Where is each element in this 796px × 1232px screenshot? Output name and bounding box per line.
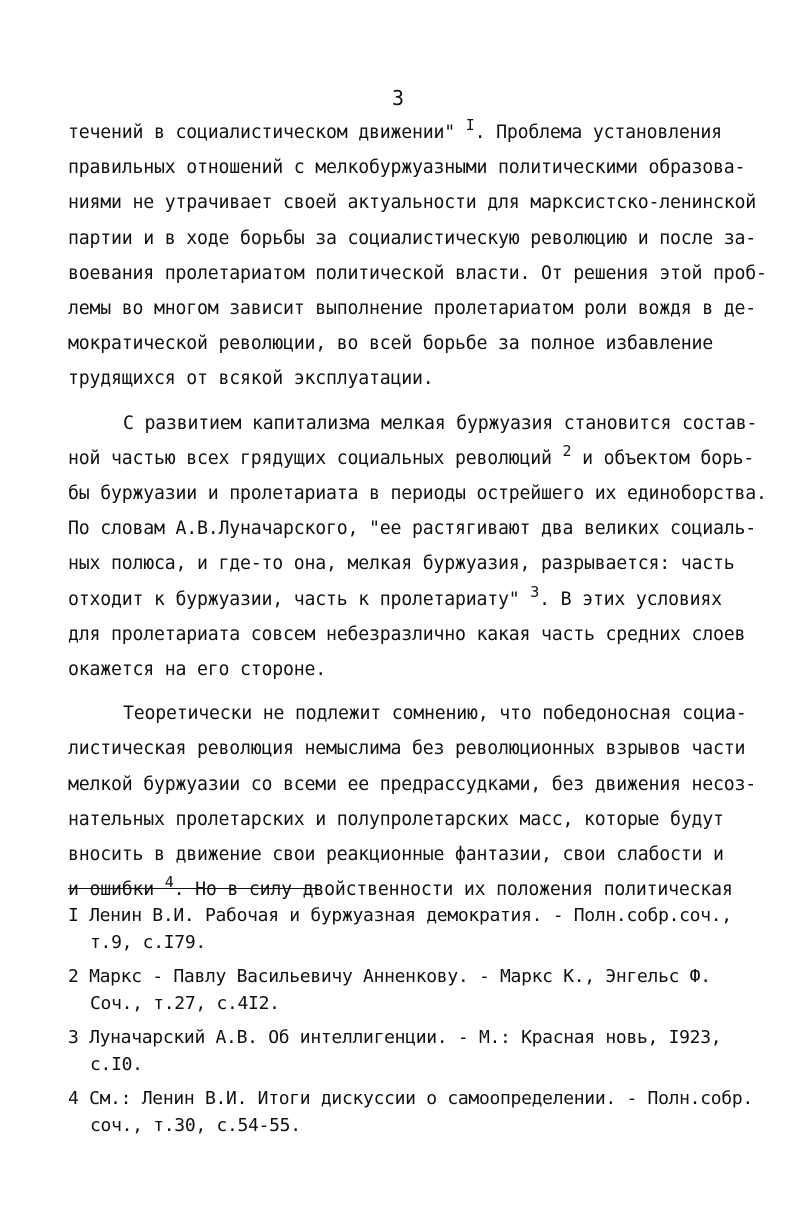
footnote-ref: 3 <box>530 582 540 601</box>
text-line: мелкой буржуазии со всеми ее предрассудками, без движения несоз- <box>68 773 756 795</box>
text-line: воевания пролетариатом политической власти. От решения этой проб- <box>68 262 767 284</box>
text-line: правильных отношений с мелкобуржуазными политическими образова- <box>68 157 746 179</box>
text-line: нательных пролетарских и полупролетарских масс, которые будут <box>68 808 724 830</box>
text-line: ной частью всех грядущих социальных революций $^2$ и объектом борь- <box>68 441 755 469</box>
footnote-ref: I <box>465 116 475 134</box>
text-line: листическая революция немыслима без революционных взрывов части <box>68 738 746 760</box>
text-line: для пролетариата совсем небезразлично какая часть средних слоев <box>68 623 746 645</box>
footnote-ref: 2 <box>562 441 572 460</box>
text-line: и ошибки $^4$. Но в силу двойственности их положения политическая <box>68 873 733 901</box>
text-line: С развитием капитализма мелкая буржуазия становится состав- <box>123 412 758 434</box>
body-text <box>68 115 768 907</box>
text-line: По словам А.В.Луначарского, "ее растягивают два великих социаль- <box>68 518 756 540</box>
paragraph <box>68 406 768 688</box>
text-line: ных полюса, и где-то она, мелкая буржуазия, разрывается: часть <box>68 553 735 575</box>
footnote-ref: 4 <box>164 873 174 892</box>
text-line: трудящихся от всякой эксплуатации. <box>68 368 434 390</box>
text-line: Теоретически не подлежит сомнению, что победоносная социа- <box>123 703 747 725</box>
footnotes <box>68 902 778 1146</box>
text-line: партии и в ходе борьбы за социалистическую революцию и после за- <box>68 227 756 249</box>
footnote: 2 Маркс - Павлу Васильевичу Анненкову. - Маркс К., Энгельс Ф. Соч., т.27, с.4I2. <box>68 966 711 1014</box>
text-line: окажется на его стороне. <box>68 659 326 681</box>
footnote-separator <box>68 888 318 889</box>
footnote: 3 Луначарский А.В. Об интеллигенции. - М.: Красная новь, I923, с.I0. <box>68 1027 722 1075</box>
text-line: лемы во многом зависит выполнение пролетариатом роли вождя в де- <box>68 298 756 320</box>
text-line: мократической революции, во всей борьбе за полное избавление <box>68 333 713 355</box>
text-line: ниями не утрачивает своей актуальности для марксистско-ленинской <box>68 192 756 214</box>
text-line: бы буржуазии и пролетариата в периоды острейшего их единоборства. <box>68 483 767 505</box>
page-number: 3 <box>391 86 405 110</box>
text-line: отходит к буржуазии, часть к пролетариату" $^3$. В этих условиях <box>68 582 722 610</box>
text-line: вносить в движение свои реакционные фантазии, свои слабости и <box>68 844 724 866</box>
text-line: течений в социалистическом движении" $^I$. Проблема установления <box>68 116 722 143</box>
paragraph <box>68 115 768 397</box>
footnote: I Ленин В.И. Рабочая и буржуазная демократия. - Полн.собр.соч., т.9, с.I79. <box>68 905 732 953</box>
paragraph <box>68 696 768 907</box>
footnote: 4 См.: Ленин В.И. Итоги дискуссии о самоопределении. - Полн.собр. соч., т.30, с.54-55. <box>68 1088 753 1136</box>
